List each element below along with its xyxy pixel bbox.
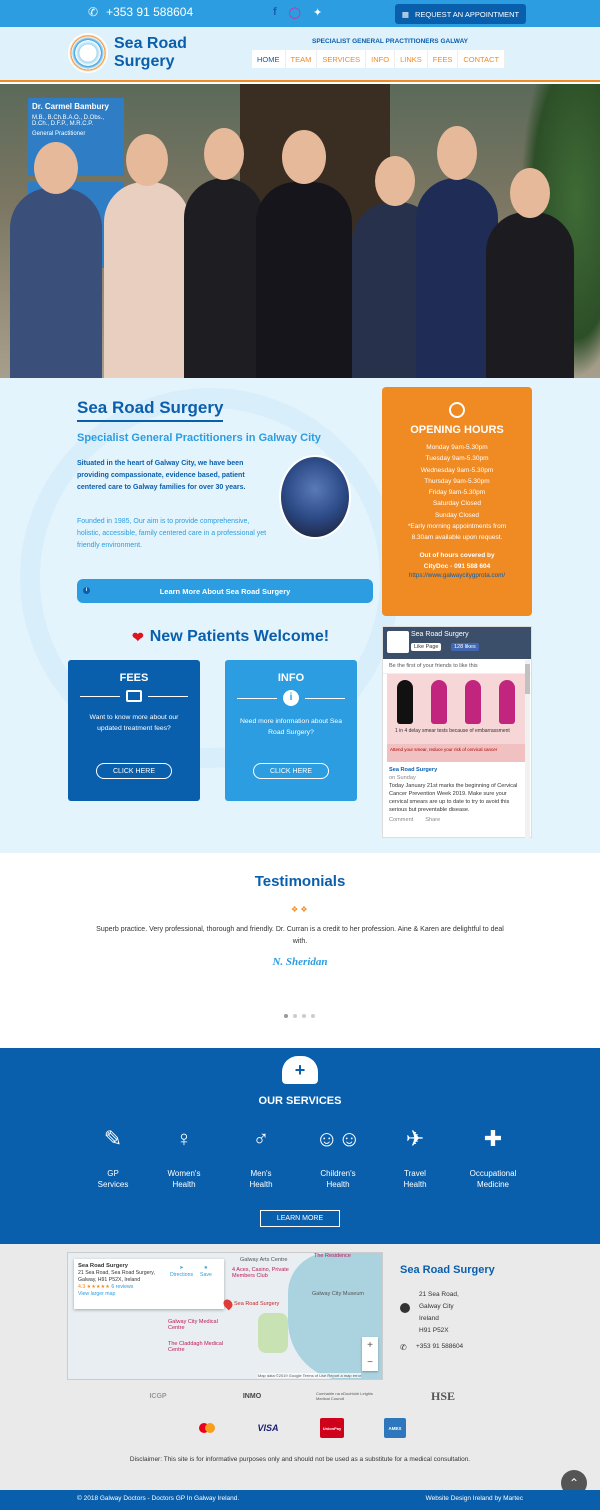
testimonials-section <box>0 853 600 1048</box>
woman-figure-icon <box>465 680 481 724</box>
intro-section <box>0 378 600 853</box>
request-appointment-label: REQUEST AN APPOINTMENT <box>415 9 520 19</box>
smear-note: Attend your smear, reduce your risk of cervical cancer <box>387 744 527 762</box>
facebook-post <box>383 762 531 828</box>
service-label: Health <box>172 1180 196 1189</box>
service-gp[interactable] <box>78 1126 148 1190</box>
info-click-here-button[interactable]: CLICK HERE <box>253 763 329 779</box>
service-occupational-medicine[interactable] <box>458 1126 528 1190</box>
save-label: Save <box>200 1272 212 1278</box>
woman-figure-icon <box>397 680 413 724</box>
fees-card-text: Want to know more about our updated treatment fees? <box>89 714 179 732</box>
learn-more-button[interactable] <box>77 579 373 603</box>
post-text: Today January 21st marks the beginning of Cervical Cancer Prevention Week 2019. Make sure your cervical smears are up to date to try to avoid this serious but preventable disease. <box>389 783 518 813</box>
fees-click-here-button[interactable]: CLICK HERE <box>96 763 172 779</box>
hours-line: *Early morning appointments from <box>407 523 507 531</box>
nav-team[interactable]: TEAM <box>286 50 318 68</box>
map-stars-icon: ★★★★★ <box>86 1284 110 1290</box>
top-phone[interactable] <box>88 5 193 19</box>
credit-card-icon <box>126 690 142 702</box>
icgp-logo[interactable]: ICGP <box>149 1392 167 1400</box>
address-line: 21 Sea Road, <box>419 1291 459 1298</box>
facebook-header <box>383 627 531 659</box>
smear-caption: 1 in 4 delay smear tests because of embarrassment <box>395 728 510 734</box>
facebook-scrollbar[interactable] <box>525 660 530 838</box>
map-directions-button[interactable] <box>170 1265 193 1279</box>
fees-divider <box>68 690 200 702</box>
medical-council-logo[interactable]: Comhairle na nDochtúirí Leighis Medical Council <box>316 1391 373 1401</box>
disclaimer-text: Disclaimer: This site is for informative purposes only and should not be used as a substitute for a medical consultation. <box>129 1456 471 1463</box>
testimonial-author: N. Sheridan <box>272 956 328 968</box>
directions-label: Directions <box>170 1272 194 1278</box>
service-label: Health <box>249 1180 273 1189</box>
hours-line: Thursday 9am-5.30pm <box>424 477 490 485</box>
map-info-box <box>74 1259 224 1309</box>
star-icon: ★ <box>203 1265 209 1271</box>
nav-links[interactable]: LINKS <box>395 50 428 68</box>
instagram-icon[interactable]: ◯ <box>288 7 301 19</box>
address-line: Galway City <box>419 1303 454 1310</box>
info-card <box>225 660 357 801</box>
share-button[interactable]: Share <box>425 817 441 823</box>
map-reviews[interactable]: 6 reviews <box>111 1284 134 1290</box>
visa-logo: VISA <box>257 1423 279 1433</box>
site-header <box>0 27 600 82</box>
testimonial-pager <box>284 1014 315 1018</box>
google-map[interactable] <box>67 1252 383 1380</box>
facebook-page-avatar <box>387 631 409 653</box>
medical-kit-icon: ✚ <box>483 1126 503 1151</box>
citydoc-link[interactable]: https://www.galwaycitygprota.com/ <box>408 572 506 580</box>
info-circle-icon: i <box>283 690 299 706</box>
hours-line: Sunday Closed <box>434 511 480 519</box>
map-zoom-controls[interactable] <box>362 1337 378 1371</box>
address-lines <box>419 1289 459 1337</box>
facebook-like-button[interactable]: Like Page <box>411 643 441 651</box>
nurse-cap-icon: + <box>282 1056 318 1084</box>
logo-text <box>114 35 187 71</box>
info-card-title: INFO <box>277 672 305 684</box>
map-park <box>258 1313 288 1353</box>
map-rating: 4.3 <box>78 1284 86 1290</box>
plaque-role: General Practitioner <box>32 131 86 137</box>
nav-info[interactable]: INFO <box>366 50 395 68</box>
phone-icon: ✆ <box>88 5 99 19</box>
facebook-widget <box>382 626 532 838</box>
info-icon: i <box>83 587 90 594</box>
services-title: OUR SERVICES <box>258 1095 342 1107</box>
request-appointment-button[interactable] <box>395 4 526 24</box>
smear-test-image <box>387 674 527 744</box>
pager-dot[interactable] <box>311 1014 315 1018</box>
team-member <box>104 182 190 378</box>
service-mens-health[interactable] <box>226 1126 296 1190</box>
hours-line: Saturday Closed <box>432 500 482 508</box>
top-bar <box>0 0 600 27</box>
map-place-label: Galway Arts Centre <box>240 1257 288 1263</box>
map-attribution: Map data ©2019 Google Terms of Use Report a map error <box>258 1373 362 1378</box>
out-of-hours-line2: CityDoc - 091 588 604 <box>423 562 491 570</box>
facebook-page-name[interactable]: Sea Road Surgery <box>411 631 469 638</box>
map-place-address: 21 Sea Road, Sea Road Surgery, Galway, H91 P52X, Ireland <box>78 1270 155 1283</box>
logo-line2: Surgery <box>114 53 175 70</box>
clock-icon <box>449 402 465 418</box>
info-divider <box>225 690 357 706</box>
new-patients-text: New Patients Welcome! <box>149 628 330 645</box>
post-author[interactable]: Sea Road Surgery <box>389 767 438 773</box>
services-learn-more-button[interactable]: LEARN MORE <box>260 1210 340 1227</box>
team-member <box>184 178 264 378</box>
woman-figure-icon <box>499 680 515 724</box>
testimonials-title: Testimonials <box>254 873 346 890</box>
heart-icon: ❤ <box>132 628 144 645</box>
hours-line: Friday 9am-5.30pm <box>428 489 486 497</box>
pager-dot[interactable] <box>293 1014 297 1018</box>
designer-credit-link[interactable]: Website Design Ireland by Martec <box>425 1495 523 1502</box>
social-links <box>273 6 322 19</box>
team-member <box>256 182 352 378</box>
service-label: Children's <box>320 1169 356 1178</box>
service-childrens-health[interactable] <box>303 1126 373 1190</box>
map-place-label: The Claddagh Medical Centre <box>168 1341 224 1353</box>
mastercard-logo <box>196 1418 218 1438</box>
facebook-icon[interactable]: f <box>273 6 277 18</box>
address-line: H91 P52X <box>419 1327 449 1334</box>
logo-swirl-icon <box>68 33 108 73</box>
new-patients-heading <box>132 628 329 646</box>
learn-more-label: Learn More About Sea Road Surgery <box>159 586 291 596</box>
nav-fees[interactable]: FEES <box>428 50 459 68</box>
phone-icon: ✆ <box>400 1343 407 1352</box>
female-icon: ♀ <box>175 1126 193 1151</box>
service-label: Health <box>326 1180 350 1189</box>
intro-subtitle: Specialist General Practitioners in Galway City <box>77 432 321 444</box>
map-place-label: 4 Aces, Casino, Private Members Club <box>232 1267 289 1279</box>
facebook-likes-count: 128 likes <box>451 643 479 651</box>
nav-home[interactable]: HOME <box>252 50 286 68</box>
main-nav <box>252 50 505 68</box>
quote-icon: ❖ ❖ <box>291 905 308 914</box>
services-section <box>0 1048 600 1244</box>
info-card-text: Need more information about Sea Road Surgery? <box>239 718 342 736</box>
site-logo[interactable] <box>68 33 187 73</box>
service-travel-health[interactable] <box>380 1126 450 1190</box>
children-icon: ☺☺ <box>315 1126 361 1151</box>
opening-hours-title: OPENING HOURS <box>410 424 504 436</box>
comment-button[interactable]: Comment <box>389 817 414 823</box>
map-save-button[interactable] <box>200 1265 212 1279</box>
zoom-in-icon[interactable]: + <box>367 1340 373 1351</box>
header-tagline: SPECIALIST GENERAL PRACTITIONERS GALWAY <box>312 38 469 45</box>
plaque-quals: M.B., B.Ch.B.A.O., D.Obs., D.Ch., D.F.P., M.R.C.P. <box>32 115 105 127</box>
fees-card-title: FEES <box>119 672 149 684</box>
address-line: Ireland <box>419 1315 439 1322</box>
pager-dot[interactable] <box>302 1014 306 1018</box>
logo-line1: Sea Road <box>114 35 187 52</box>
hours-line: Tuesday 9am-5.30pm <box>425 455 489 463</box>
syringe-icon: ✎ <box>103 1126 123 1151</box>
calendar-icon: ▦ <box>401 9 410 19</box>
team-member <box>486 212 574 378</box>
service-label: Men's <box>250 1169 272 1178</box>
service-label: Occupational <box>469 1169 517 1178</box>
map-pin-label: Sea Road Surgery <box>234 1301 280 1307</box>
map-place-label: The Residence <box>314 1253 351 1259</box>
map-place-label: Galway City Museum <box>312 1291 364 1297</box>
service-womens-health[interactable] <box>149 1126 219 1190</box>
map-place-label: Galway City Medical Centre <box>168 1319 218 1331</box>
intro-paragraph-2: Founded in 1985, Our aim is to provide comprehensive, holistic, accessible, family centered care in a professional yet friendly environment. <box>77 518 267 549</box>
service-label: GP <box>107 1169 119 1178</box>
hse-logo[interactable]: HSE <box>430 1388 455 1403</box>
service-label: Medicine <box>476 1180 509 1189</box>
woman-figure-icon <box>431 680 447 724</box>
twitter-icon[interactable]: ✦ <box>312 7 323 19</box>
address-title: Sea Road Surgery <box>400 1264 495 1276</box>
globe-icon <box>400 1303 410 1313</box>
top-phone-number: +353 91 588604 <box>106 5 194 19</box>
facebook-friends-text: Be the first of your friends to like this <box>383 659 531 674</box>
service-label: Women's <box>167 1169 201 1178</box>
team-member <box>10 188 102 378</box>
testimonial-quote: Superb practice. Very professional, thorough and friendly. Dr. Curran is a credit to her profession. Aine & Karen are delightful to deal with. <box>96 926 504 945</box>
opening-hours-panel <box>382 387 532 616</box>
out-of-hours-line1: Out of hours covered by <box>419 551 495 559</box>
fees-card <box>68 660 200 801</box>
map-place-name: Sea Road Surgery <box>78 1263 128 1269</box>
copyright-text: © 2018 Galway Doctors - Doctors GP In Galway Ireland. <box>77 1495 240 1502</box>
hours-line: 8.30am available upon request. <box>411 534 503 542</box>
male-icon: ♂ <box>252 1126 270 1151</box>
address-phone[interactable]: +353 91 588604 <box>416 1343 464 1350</box>
unionpay-logo: UnionPay <box>320 1418 344 1438</box>
hours-line: Wednesday 9am-5.30pm <box>420 466 494 474</box>
nav-contact[interactable]: CONTACT <box>458 50 505 68</box>
chevron-up-icon: ⌃ <box>568 1476 580 1490</box>
post-time: on Sunday <box>389 775 416 781</box>
zoom-out-icon[interactable]: − <box>367 1357 373 1368</box>
airplane-icon: ✈ <box>405 1126 425 1151</box>
bottom-bar <box>0 1490 600 1510</box>
plaque-name: Dr. Carmel Bambury <box>32 102 109 111</box>
pager-dot[interactable] <box>284 1014 288 1018</box>
hero-team-photo <box>0 84 600 378</box>
hours-line: Monday 9am-5.30pm <box>426 444 488 451</box>
intro-title: Sea Road Surgery <box>77 398 223 422</box>
view-larger-map-link[interactable]: View larger map <box>78 1291 116 1297</box>
intro-paragraph-1: Situated in the heart of Galway City, we have been providing compassionate, evidence based, patient centered care to Galway families for over 30 years. <box>77 460 246 491</box>
surgery-exterior-photo <box>279 455 351 539</box>
service-label: Travel <box>404 1169 426 1178</box>
amex-logo: AMEX <box>384 1418 406 1438</box>
inmo-logo[interactable]: INMO <box>242 1392 262 1400</box>
nav-services[interactable]: SERVICES <box>317 50 366 68</box>
service-label: Health <box>403 1180 427 1189</box>
service-label: Services <box>97 1180 129 1189</box>
directions-icon: ➤ <box>179 1265 184 1271</box>
footer-info <box>0 1244 600 1490</box>
